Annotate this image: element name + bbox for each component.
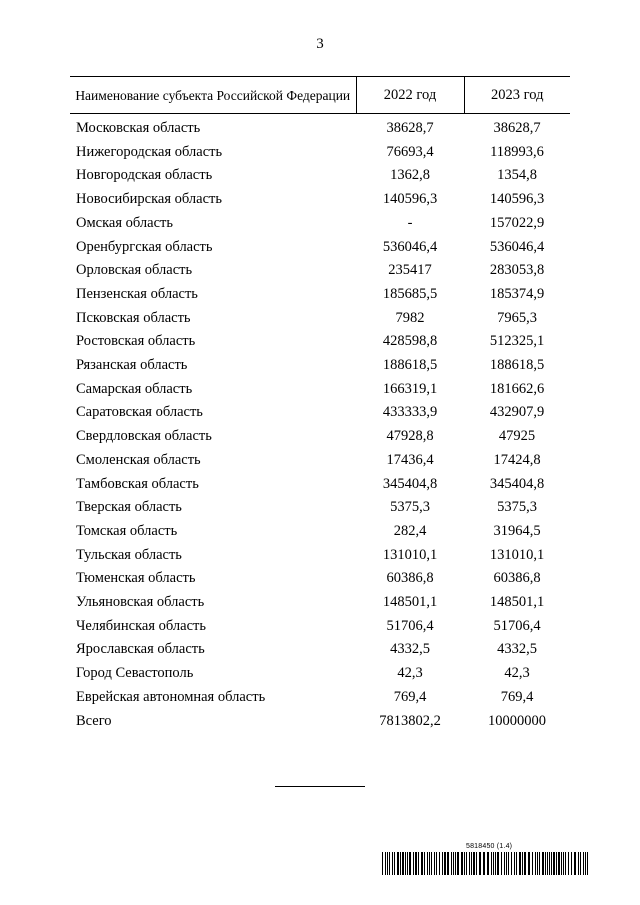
table-row: [70, 307, 570, 331]
value-2023-cell: 345404,8: [489, 475, 545, 492]
table-row: [70, 473, 570, 497]
value-2023-cell: 131010,1: [489, 546, 545, 563]
closing-rule: [275, 786, 365, 787]
value-2022-cell: 38628,7: [386, 120, 434, 136]
table-row: [70, 638, 570, 662]
value-2022-cell: 140596,3: [382, 191, 438, 208]
value-2022-cell: 5375,3: [390, 499, 430, 516]
region-name-cell: Ульяновская область: [76, 594, 205, 611]
region-name-cell: Всего: [76, 712, 112, 729]
table-row: [70, 141, 570, 165]
barcode-image: [382, 852, 592, 875]
value-2023-cell: 31964,5: [493, 522, 541, 539]
value-2023-cell: 7965,3: [497, 309, 537, 326]
table-row: [70, 188, 570, 212]
value-2023-cell: 47925: [498, 428, 536, 445]
table-row: [70, 615, 570, 639]
table-row: [70, 114, 570, 141]
region-name-cell: Тульская область: [76, 546, 182, 563]
header-region-name: Наименование субъекта Российской Федерации: [70, 77, 356, 114]
region-name-cell: Еврейская автономная область: [76, 688, 266, 705]
table-row: [70, 591, 570, 615]
subsidy-table: [70, 76, 570, 733]
table-row: [70, 330, 570, 354]
document-code: 5818450 (1.4): [466, 843, 513, 850]
table-row: [70, 449, 570, 473]
value-2023-cell: 185374,9: [489, 285, 545, 302]
region-name-cell: Псковская область: [76, 309, 191, 326]
value-2023-cell: 4332,5: [497, 641, 537, 658]
value-2022-cell: 188618,5: [382, 357, 438, 374]
region-name-cell: Томская область: [76, 522, 178, 539]
region-name-cell: Оренбургская область: [76, 238, 213, 255]
region-name-cell: Нижегородская область: [76, 143, 223, 160]
table-row: [70, 567, 570, 591]
region-name-cell: Тверская область: [76, 499, 182, 516]
value-2022-cell: 345404,8: [382, 475, 438, 492]
value-2023-cell: 60386,8: [493, 570, 541, 587]
region-name-cell: Орловская область: [76, 262, 193, 279]
value-2022-cell: 131010,1: [382, 546, 438, 563]
value-2023-cell: 51706,4: [493, 617, 541, 634]
table-row: [70, 236, 570, 260]
value-2022-cell: 536046,4: [382, 238, 438, 255]
table-row: [70, 496, 570, 520]
table-row: [70, 283, 570, 307]
table-row: [70, 686, 570, 710]
table-row: [70, 425, 570, 449]
header-year-2022: 2022 год: [356, 77, 464, 114]
value-2022-cell: 1362,8: [390, 167, 430, 184]
region-name-cell: Новосибирская область: [76, 191, 222, 208]
region-name-cell: Свердловская область: [76, 428, 212, 445]
value-2022-cell: 17436,4: [386, 451, 434, 468]
region-name-cell: Город Севастополь: [76, 665, 194, 682]
value-2022-cell: 235417: [388, 262, 432, 279]
value-2023-cell: 5375,3: [497, 499, 537, 516]
region-name-cell: Тюменская область: [76, 570, 196, 587]
table-row: [70, 662, 570, 686]
value-2023-cell: 181662,6: [489, 380, 545, 397]
value-2022-cell: 148501,1: [382, 594, 438, 611]
value-2023-cell: 1354,8: [497, 167, 537, 184]
value-2023-cell: 283053,8: [489, 262, 545, 279]
value-2023-cell: 148501,1: [489, 594, 545, 611]
value-2023-cell: 188618,5: [489, 357, 545, 374]
value-2022-cell: 42,3: [397, 665, 423, 682]
value-2022-cell: 60386,8: [386, 570, 434, 587]
table-row: [70, 354, 570, 378]
value-2023-cell: 769,4: [500, 688, 534, 705]
value-2022-cell: 185685,5: [382, 285, 438, 302]
value-2023-cell: 42,3: [504, 665, 530, 682]
table-row: [70, 520, 570, 544]
table-row: [70, 710, 570, 734]
value-2023-cell: 512325,1: [489, 333, 545, 350]
region-name-cell: Смоленская область: [76, 451, 201, 468]
value-2023-cell: 10000000: [488, 712, 546, 729]
value-2023-cell: 118993,6: [490, 143, 544, 160]
region-name-cell: Рязанская область: [76, 357, 188, 374]
value-2023-cell: 17424,8: [493, 451, 541, 468]
table-body: [70, 114, 570, 734]
region-name-cell: Пензенская область: [76, 285, 198, 302]
value-2022-cell: -: [407, 214, 413, 231]
value-2022-cell: 166319,1: [382, 380, 438, 397]
value-2022-cell: 76693,4: [386, 143, 434, 160]
region-name-cell: Тамбовская область: [76, 475, 199, 492]
value-2022-cell: 769,4: [393, 688, 427, 705]
value-2022-cell: 7982: [395, 309, 425, 326]
value-2022-cell: 433333,9: [382, 404, 438, 421]
region-name-cell: Новгородская область: [76, 167, 213, 184]
value-2022-cell: 51706,4: [386, 617, 434, 634]
value-2022-cell: 282,4: [393, 522, 427, 539]
table-row: [70, 544, 570, 568]
table-header-row: [70, 77, 570, 114]
value-2022-cell: 7813802,2: [379, 712, 441, 729]
value-2022-cell: 428598,8: [382, 333, 438, 350]
table-row: [70, 378, 570, 402]
value-2022-cell: 47928,8: [386, 428, 434, 445]
region-name-cell: Ярославская область: [76, 641, 205, 658]
page-number: 3: [316, 36, 324, 52]
value-2023-cell: 536046,4: [489, 238, 545, 255]
table-row: [70, 259, 570, 283]
value-2023-cell: 38628,7: [493, 120, 541, 136]
table-row: [70, 212, 570, 236]
region-name-cell: Челябинская область: [76, 617, 206, 634]
header-year-2023: 2023 год: [464, 77, 570, 114]
region-name-cell: Омская область: [76, 214, 173, 231]
value-2023-cell: 157022,9: [489, 214, 545, 231]
table-row: [70, 401, 570, 425]
value-2022-cell: 4332,5: [390, 641, 430, 658]
region-name-cell: Саратовская область: [76, 404, 203, 421]
region-name-cell: Московская область: [76, 120, 201, 136]
value-2023-cell: 432907,9: [489, 404, 545, 421]
region-name-cell: Самарская область: [76, 380, 193, 397]
table-row: [70, 164, 570, 188]
region-name-cell: Ростовская область: [76, 333, 196, 350]
value-2023-cell: 140596,3: [489, 191, 545, 208]
